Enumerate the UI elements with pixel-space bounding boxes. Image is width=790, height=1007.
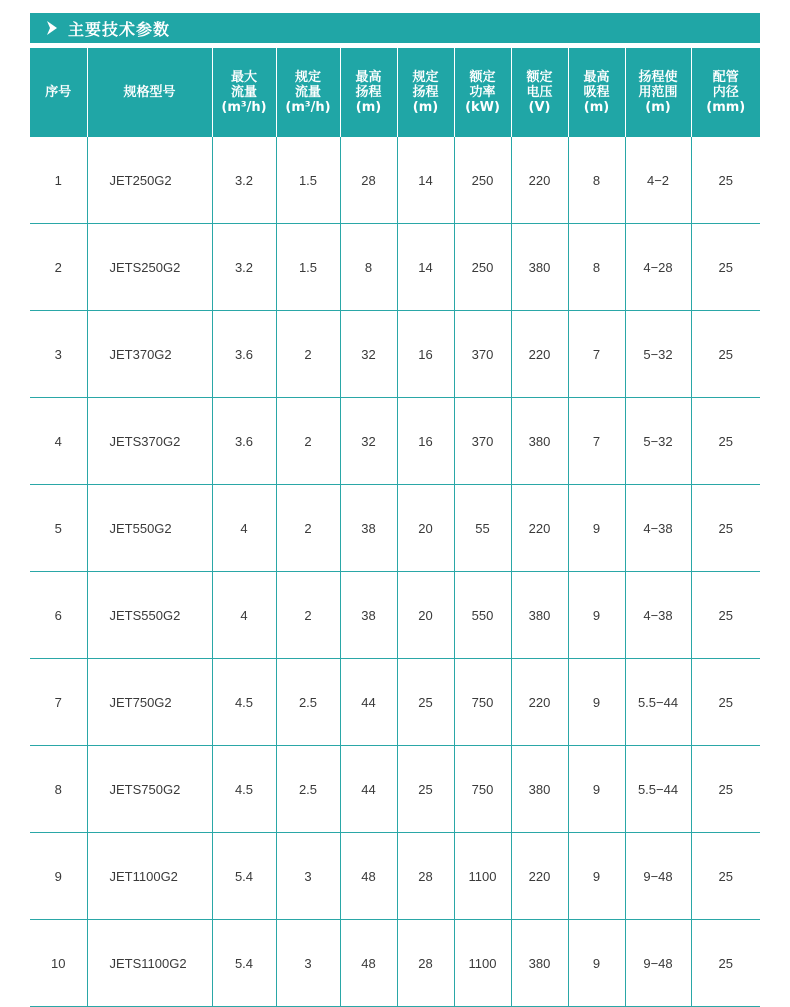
- cell-col-rated-head: 20: [397, 572, 454, 659]
- cell-col-max-suction: 9: [568, 833, 625, 920]
- table-row: [30, 137, 760, 224]
- cell-col-pipe-diameter: 25: [691, 746, 760, 833]
- cell-col-rated-head: 16: [397, 398, 454, 485]
- cell-col-pipe-diameter: 25: [691, 485, 760, 572]
- cell-col-max-head: 44: [340, 659, 397, 746]
- cell-col-model: JETS370G2: [87, 398, 212, 485]
- cell-col-rated-voltage: 220: [511, 311, 568, 398]
- table-body: [30, 137, 760, 1007]
- header-line: (m): [412, 100, 439, 115]
- cell-col-pipe-diameter: 25: [691, 572, 760, 659]
- cell-col-rated-power: 550: [454, 572, 511, 659]
- table-row: [30, 485, 760, 572]
- table-row: [30, 746, 760, 833]
- header-col-head-range: [625, 48, 691, 137]
- cell-col-head-range: 4−2: [625, 137, 691, 224]
- cell-col-head-range: 5−32: [625, 311, 691, 398]
- cell-col-model: JET250G2: [87, 137, 212, 224]
- header-line: (m): [355, 100, 382, 115]
- cell-col-rated-flow: 1.5: [276, 224, 340, 311]
- cell-col-rated-flow: 2.5: [276, 659, 340, 746]
- cell-col-index: 1: [30, 137, 87, 224]
- cell-col-max-head: 48: [340, 833, 397, 920]
- header-line: 电压: [526, 85, 553, 100]
- header-line: (kW): [465, 100, 500, 115]
- cell-col-rated-flow: 2: [276, 485, 340, 572]
- cell-col-rated-flow: 3: [276, 833, 340, 920]
- cell-col-rated-voltage: 220: [511, 659, 568, 746]
- table-row: [30, 224, 760, 311]
- cell-col-max-flow: 5.4: [212, 920, 276, 1007]
- cell-col-rated-voltage: 380: [511, 746, 568, 833]
- header-line: (mm): [706, 100, 746, 115]
- header-line: 规定: [294, 70, 321, 85]
- header-line: 规格型号: [123, 85, 176, 100]
- header-line: 流量: [230, 85, 257, 100]
- cell-col-head-range: 9−48: [625, 833, 691, 920]
- section-title: 主要技术参数: [68, 19, 171, 39]
- cell-col-max-flow: 3.2: [212, 224, 276, 311]
- cell-col-max-head: 48: [340, 920, 397, 1007]
- cell-col-max-flow: 3.6: [212, 398, 276, 485]
- cell-col-max-head: 38: [340, 485, 397, 572]
- cell-col-max-flow: 4: [212, 572, 276, 659]
- cell-col-index: 6: [30, 572, 87, 659]
- table-row: [30, 659, 760, 746]
- cell-col-max-head: 44: [340, 746, 397, 833]
- cell-col-rated-voltage: 380: [511, 572, 568, 659]
- cell-col-rated-power: 250: [454, 224, 511, 311]
- header-line: 内径: [712, 85, 739, 100]
- table-row: [30, 311, 760, 398]
- header-line: 扬程: [355, 85, 382, 100]
- cell-col-max-suction: 9: [568, 659, 625, 746]
- cell-col-max-suction: 7: [568, 398, 625, 485]
- cell-col-rated-head: 25: [397, 746, 454, 833]
- cell-col-rated-flow: 2: [276, 572, 340, 659]
- cell-col-rated-voltage: 220: [511, 833, 568, 920]
- cell-col-pipe-diameter: 25: [691, 224, 760, 311]
- header-line: 功率: [469, 85, 496, 100]
- header-line: 最高: [583, 70, 610, 85]
- cell-col-max-suction: 9: [568, 746, 625, 833]
- cell-col-max-head: 32: [340, 398, 397, 485]
- cell-col-rated-voltage: 380: [511, 398, 568, 485]
- header-line: 额定: [469, 70, 496, 85]
- header-col-max-suction: [568, 48, 625, 137]
- table-row: [30, 572, 760, 659]
- cell-col-rated-head: 28: [397, 920, 454, 1007]
- header-col-max-flow: [212, 48, 276, 137]
- cell-col-head-range: 5−32: [625, 398, 691, 485]
- cell-col-index: 3: [30, 311, 87, 398]
- header-col-model: [87, 48, 212, 137]
- cell-col-pipe-diameter: 25: [691, 398, 760, 485]
- header-line: 最大: [230, 70, 257, 85]
- cell-col-model: JETS1100G2: [87, 920, 212, 1007]
- cell-col-rated-voltage: 220: [511, 137, 568, 224]
- cell-col-model: JETS250G2: [87, 224, 212, 311]
- header-line: 扬程使: [638, 70, 678, 85]
- cell-col-max-suction: 7: [568, 311, 625, 398]
- cell-col-model: JETS750G2: [87, 746, 212, 833]
- table-row: [30, 920, 760, 1007]
- header-line: 流量: [294, 85, 321, 100]
- header-line: 吸程: [583, 85, 610, 100]
- cell-col-max-flow: 4: [212, 485, 276, 572]
- header-line: 序号: [45, 85, 72, 100]
- cell-col-rated-flow: 1.5: [276, 137, 340, 224]
- cell-col-head-range: 9−48: [625, 920, 691, 1007]
- cell-col-rated-power: 250: [454, 137, 511, 224]
- header-line: (m): [645, 100, 671, 115]
- cell-col-pipe-diameter: 25: [691, 920, 760, 1007]
- cell-col-rated-power: 1100: [454, 833, 511, 920]
- cell-col-index: 9: [30, 833, 87, 920]
- header-line: (m³/h): [221, 100, 267, 115]
- cell-col-rated-power: 55: [454, 485, 511, 572]
- cell-col-model: JET750G2: [87, 659, 212, 746]
- cell-col-max-head: 32: [340, 311, 397, 398]
- cell-col-rated-flow: 2: [276, 398, 340, 485]
- header-line: 最高: [355, 70, 382, 85]
- header-col-max-head: [340, 48, 397, 137]
- header-col-index: [30, 48, 87, 137]
- cell-col-max-suction: 9: [568, 572, 625, 659]
- cell-col-rated-flow: 3: [276, 920, 340, 1007]
- header-line: 扬程: [412, 85, 439, 100]
- table-row: [30, 398, 760, 485]
- cell-col-head-range: 5.5−44: [625, 659, 691, 746]
- header-col-pipe-diameter: [691, 48, 760, 137]
- technical-parameters-table: [30, 48, 760, 1007]
- header-col-rated-power: [454, 48, 511, 137]
- cell-col-head-range: 4−28: [625, 224, 691, 311]
- cell-col-rated-head: 28: [397, 833, 454, 920]
- cell-col-max-head: 28: [340, 137, 397, 224]
- cell-col-rated-flow: 2.5: [276, 746, 340, 833]
- header-line: 配管: [712, 70, 739, 85]
- cell-col-pipe-diameter: 25: [691, 311, 760, 398]
- cell-col-max-flow: 4.5: [212, 659, 276, 746]
- cell-col-index: 8: [30, 746, 87, 833]
- cell-col-rated-voltage: 380: [511, 920, 568, 1007]
- cell-col-max-suction: 8: [568, 224, 625, 311]
- cell-col-pipe-diameter: 25: [691, 659, 760, 746]
- cell-col-max-suction: 8: [568, 137, 625, 224]
- cell-col-max-head: 8: [340, 224, 397, 311]
- cell-col-max-head: 38: [340, 572, 397, 659]
- cell-col-index: 10: [30, 920, 87, 1007]
- header-col-rated-flow: [276, 48, 340, 137]
- header-line: 额定: [526, 70, 553, 85]
- header-line: 用范围: [638, 85, 678, 100]
- cell-col-model: JET370G2: [87, 311, 212, 398]
- cell-col-rated-head: 14: [397, 224, 454, 311]
- cell-col-pipe-diameter: 25: [691, 833, 760, 920]
- cell-col-rated-head: 14: [397, 137, 454, 224]
- cell-col-max-suction: 9: [568, 920, 625, 1007]
- cell-col-index: 5: [30, 485, 87, 572]
- cell-col-max-flow: 5.4: [212, 833, 276, 920]
- cell-col-head-range: 4−38: [625, 572, 691, 659]
- cell-col-model: JETS550G2: [87, 572, 212, 659]
- cell-col-max-suction: 9: [568, 485, 625, 572]
- cell-col-model: JET550G2: [87, 485, 212, 572]
- cell-col-max-flow: 4.5: [212, 746, 276, 833]
- table-header-row: [30, 48, 760, 137]
- cell-col-index: 4: [30, 398, 87, 485]
- table-row: [30, 833, 760, 920]
- header-col-rated-voltage: [511, 48, 568, 137]
- cell-col-rated-flow: 2: [276, 311, 340, 398]
- cell-col-rated-power: 370: [454, 398, 511, 485]
- cell-col-rated-head: 16: [397, 311, 454, 398]
- cell-col-model: JET1100G2: [87, 833, 212, 920]
- cell-col-rated-voltage: 220: [511, 485, 568, 572]
- cell-col-max-flow: 3.6: [212, 311, 276, 398]
- chevron-right-icon: [42, 18, 62, 38]
- cell-col-max-flow: 3.2: [212, 137, 276, 224]
- cell-col-head-range: 5.5−44: [625, 746, 691, 833]
- cell-col-rated-power: 1100: [454, 920, 511, 1007]
- header-line: (V): [528, 100, 551, 115]
- cell-col-rated-power: 750: [454, 659, 511, 746]
- section-title-bar: [30, 13, 760, 43]
- header-line: (m³/h): [285, 100, 331, 115]
- cell-col-index: 7: [30, 659, 87, 746]
- cell-col-rated-power: 750: [454, 746, 511, 833]
- header-col-rated-head: [397, 48, 454, 137]
- header-line: 规定: [412, 70, 439, 85]
- cell-col-rated-power: 370: [454, 311, 511, 398]
- cell-col-index: 2: [30, 224, 87, 311]
- cell-col-rated-head: 25: [397, 659, 454, 746]
- header-line: (m): [583, 100, 610, 115]
- cell-col-rated-head: 20: [397, 485, 454, 572]
- cell-col-pipe-diameter: 25: [691, 137, 760, 224]
- cell-col-rated-voltage: 380: [511, 224, 568, 311]
- cell-col-head-range: 4−38: [625, 485, 691, 572]
